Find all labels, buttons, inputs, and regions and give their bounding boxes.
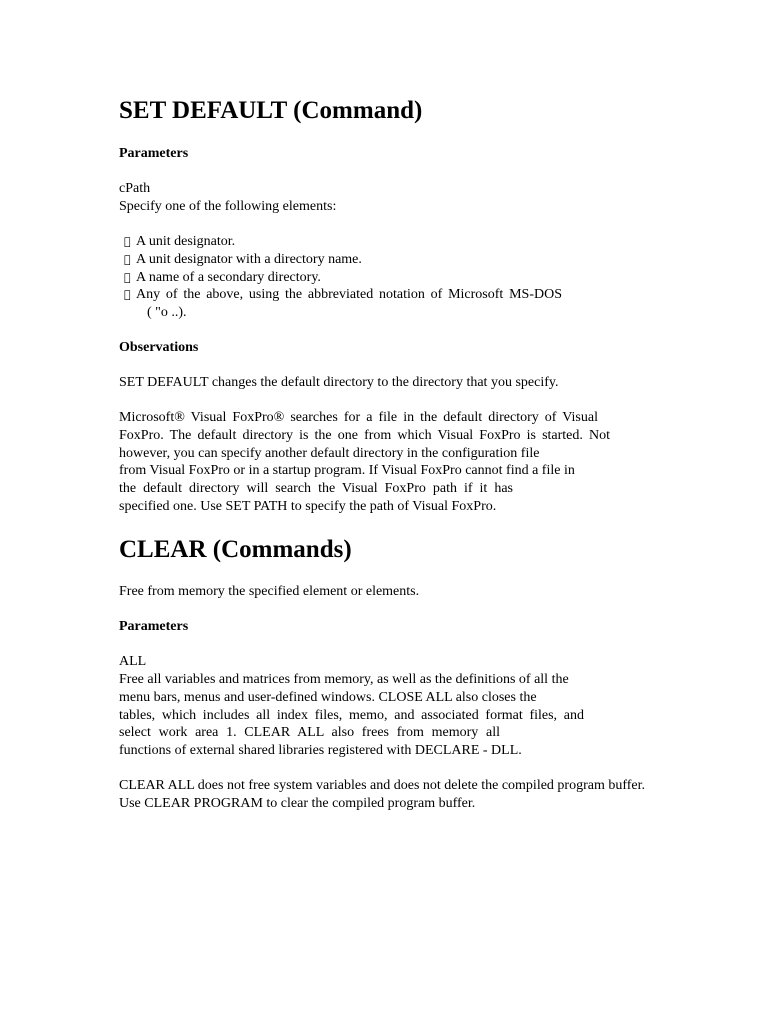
bullet-icon [124, 251, 136, 269]
observation-line: however, you can specify another default directory in the configuration file [119, 446, 540, 461]
param-line: Free all variables and matrices from memory, as well as the definitions of all the [119, 672, 569, 687]
observation-paragraph: SET DEFAULT changes the default directory to the directory that you specify. [119, 375, 559, 390]
observation-line: specified one. Use SET PATH to specify the path of Visual FoxPro. [119, 499, 497, 514]
param-name: cPath [119, 181, 151, 196]
list-item-text: A name of a secondary directory. [136, 270, 321, 285]
list-item [124, 233, 235, 251]
param-description: Specify one of the following elements: [119, 199, 337, 214]
bullet-icon [124, 286, 136, 304]
param-name: ALL [119, 654, 147, 669]
observations-heading: Observations [119, 340, 199, 355]
list-item [124, 286, 562, 304]
observation-line: the default directory will search the Visual FoxPro path if it has [119, 481, 513, 496]
parameters-heading: Parameters [119, 146, 189, 161]
param-line: select work area 1. CLEAR ALL also frees from memory all [119, 725, 500, 740]
note-line: Use CLEAR PROGRAM to clear the compiled program buffer. [119, 796, 476, 811]
bullet-icon [124, 233, 136, 251]
list-item-text: Any of the above, using the abbreviated notation of Microsoft MS-DOS [136, 287, 562, 302]
list-item-continuation: ( "o ..). [147, 305, 187, 320]
parameters-heading: Parameters [119, 619, 189, 634]
param-line: tables, which includes all index files, memo, and associated format files, and [119, 708, 584, 723]
param-line: menu bars, menus and user-defined windows. CLOSE ALL also closes the [119, 690, 537, 705]
list-item [124, 269, 321, 287]
observation-line: Microsoft® Visual FoxPro® searches for a file in the default directory of Visual [119, 410, 598, 425]
section-intro: Free from memory the specified element or elements. [119, 584, 420, 599]
param-line: functions of external shared libraries registered with DECLARE - DLL. [119, 743, 522, 758]
observation-line: FoxPro. The default directory is the one from which Visual FoxPro is started. Not [119, 428, 610, 443]
list-item-text: A unit designator. [136, 234, 236, 249]
note-line: CLEAR ALL does not free system variables and does not delete the compiled program buffer. [119, 778, 646, 793]
bullet-icon [124, 269, 136, 287]
list-item [124, 251, 362, 269]
observation-line: from Visual FoxPro or in a startup program. If Visual FoxPro cannot find a file in [119, 463, 575, 478]
section-title-set-default: SET DEFAULT (Command) [119, 97, 423, 124]
list-item-text: A unit designator with a directory name. [136, 252, 362, 267]
section-title-clear: CLEAR (Commands) [119, 536, 352, 563]
